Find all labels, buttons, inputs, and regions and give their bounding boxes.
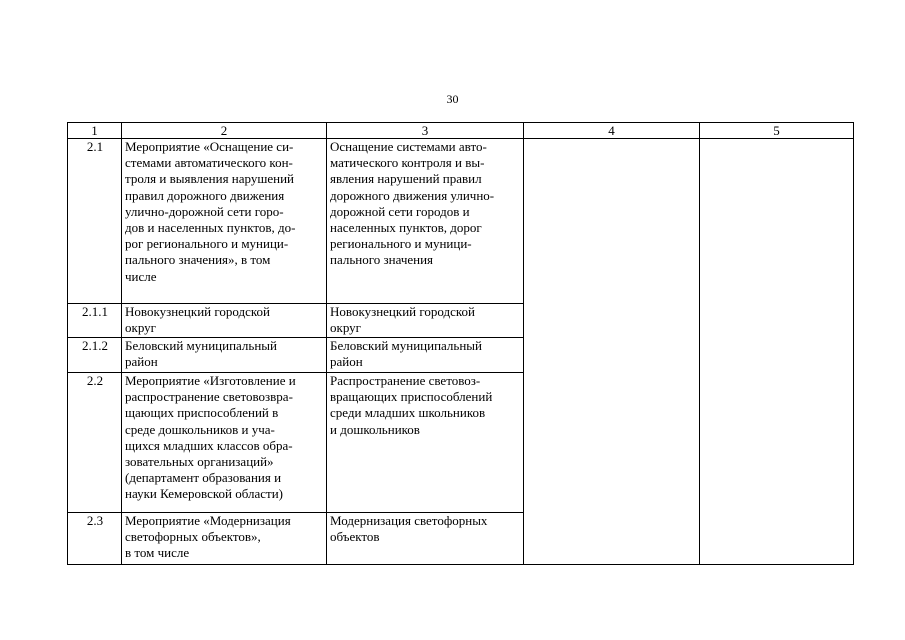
column-4-cell [524, 139, 700, 565]
header-cell-2: 2 [122, 123, 327, 139]
measure-description: Оснащение системами авто- матического контроля и вы- явления нарушений правил дорожного движения улично- дорожной сети городов и населенных пунктов, дорог регионального и муници- пального значения [327, 139, 524, 304]
row-number: 2.3 [68, 513, 122, 565]
header-cell-3: 3 [327, 123, 524, 139]
row-number: 2.1 [68, 139, 122, 304]
table-row [68, 139, 854, 304]
header-cell-5: 5 [700, 123, 854, 139]
column-5-cell [700, 139, 854, 565]
measures-table [67, 122, 854, 565]
header-cell-4: 4 [524, 123, 700, 139]
page-number: 30 [446, 92, 459, 106]
measure-title: Новокузнецкий городской округ [122, 304, 327, 338]
measure-description: Новокузнецкий городской округ [327, 304, 524, 338]
table-header-row [68, 123, 854, 139]
measure-description: Модернизация светофорных объектов [327, 513, 524, 565]
row-number: 2.1.2 [68, 338, 122, 373]
measure-title: Мероприятие «Оснащение си- стемами автоматического кон- троля и выявления нарушений правил дорожного движения улично-дорожной сети горо- дов и населенных пунктов, до- рог регионального и муници- пального значения», в том числе [122, 139, 327, 304]
measure-title: Мероприятие «Изготовление и распространение световозвра- щающих приспособлений в среде дошкольников и уча- щихся младших классов обра- зовательных организаций» (департамент образования и науки Кемеровской области) [122, 373, 327, 513]
row-number: 2.1.1 [68, 304, 122, 338]
measure-description: Беловский муниципальный район [327, 338, 524, 373]
header-cell-1: 1 [68, 123, 122, 139]
row-number: 2.2 [68, 373, 122, 513]
measure-description: Распространение световоз- вращающих приспособлений среди младших школьников и дошкольников [327, 373, 524, 513]
measure-title: Беловский муниципальный район [122, 338, 327, 373]
measure-title: Мероприятие «Модернизация светофорных объектов», в том числе [122, 513, 327, 565]
